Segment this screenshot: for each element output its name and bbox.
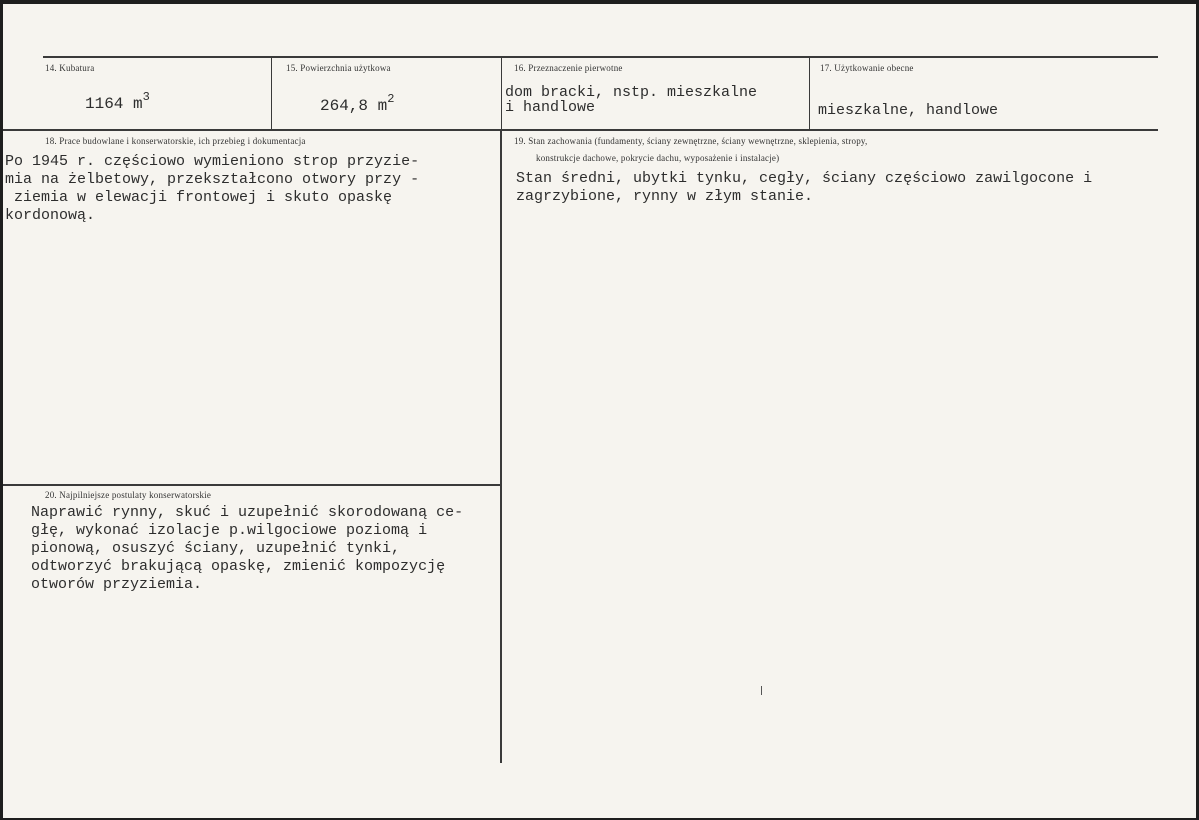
stan-line-1: Stan średni, ubytki tynku, cegły, ściany częściowo zawilgocone i	[516, 170, 1093, 187]
powierzchnia-exponent: 2	[387, 92, 395, 106]
postulaty-line-5: otworów przyziemia.	[31, 576, 203, 593]
postulaty-label: 20. Najpilniejsze postulaty konserwatorskie	[45, 490, 212, 500]
divider-14-15	[271, 58, 272, 130]
kubatura-value	[85, 90, 150, 114]
uzytkowanie-label: 17. Użytkowanie obecne	[820, 63, 914, 73]
powierzchnia-number: 264,8 m	[320, 97, 388, 115]
przeznaczenie-label: 16. Przeznaczenie pierwotne	[514, 63, 623, 73]
prace-line-1: Po 1945 r. częściowo wymieniono strop przyzie-	[5, 153, 420, 170]
main-vertical-divider	[500, 130, 502, 763]
stan-label-continued: konstrukcje dachowe, pokrycie dachu, wyposażenie i instalacje)	[536, 153, 780, 163]
powierzchnia-label: 15. Powierzchnia użytkowa	[286, 63, 391, 73]
header-bottom-rule	[3, 129, 1158, 131]
divider-15-16	[501, 58, 502, 130]
stray-mark	[761, 686, 762, 695]
stan-label: 19. Stan zachowania (fundamenty, ściany zewnętrzne, ściany wewnętrzne, sklepienia, stropy,	[514, 136, 868, 146]
kubatura-label: 14. Kubatura	[45, 63, 95, 73]
postulaty-line-3: pionową, osuszyć ściany, uzupełnić tynki,	[31, 540, 401, 557]
prace-label: 18. Prace budowlane i konserwatorskie, ich przebieg i dokumentacja	[45, 136, 306, 146]
przeznaczenie-line-2: i handlowe	[505, 99, 596, 116]
postulaty-line-1: Naprawić rynny, skuć i uzupełnić skorodowaną ce-	[31, 504, 464, 521]
section-20-rule	[3, 484, 501, 486]
prace-line-2: mia na żelbetowy, przekształcono otwory przy -	[5, 171, 420, 188]
top-rule	[43, 56, 1158, 58]
prace-line-4: kordonową.	[5, 207, 96, 224]
kubatura-exponent: 3	[142, 90, 150, 104]
powierzchnia-value	[320, 92, 395, 116]
kubatura-number: 1164 m	[85, 95, 143, 113]
record-card	[3, 4, 1196, 818]
przeznaczenie-line-1: dom bracki, nstp. mieszkalne	[505, 84, 758, 101]
postulaty-line-2: głę, wykonać izolacje p.wilgociowe poziomą i	[31, 522, 428, 539]
divider-16-17	[809, 58, 810, 130]
postulaty-line-4: odtworzyć brakującą opaskę, zmienić kompozycję	[31, 558, 446, 575]
uzytkowanie-value: mieszkalne, handlowe	[818, 102, 999, 119]
prace-line-3: ziemia w elewacji frontowej i skuto opaskę	[5, 189, 393, 206]
stan-line-2: zagrzybione, rynny w złym stanie.	[516, 188, 814, 205]
